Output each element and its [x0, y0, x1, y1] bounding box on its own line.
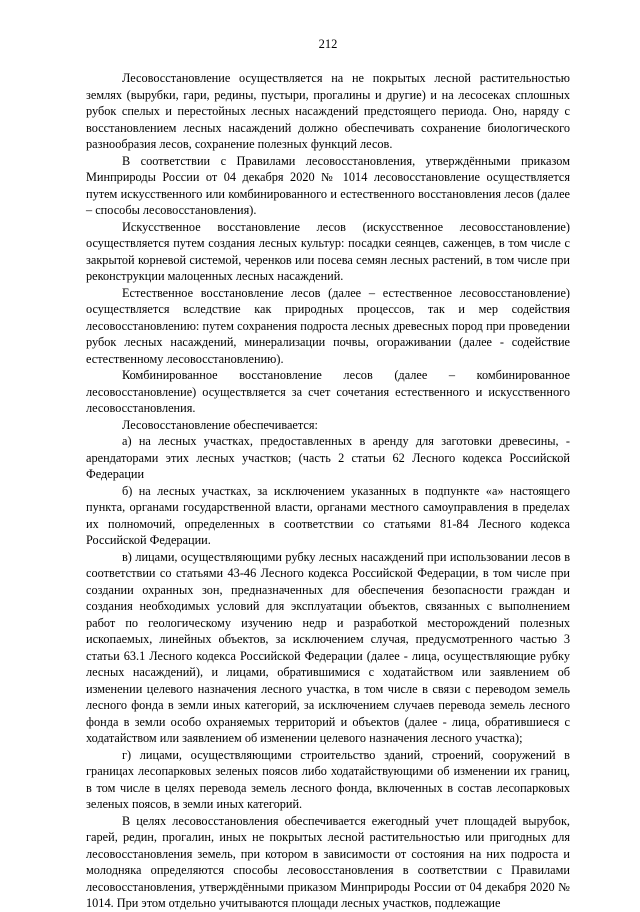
paragraph: Естественное восстановление лесов (далее – естественное лесовосстановление) осуществляется вследствие как природных процессов, так и мер содействия лесовосстановлению: путем сохранения подроста лесных древесных пород при проведении рубок лесных насаждений, минерализации почвы, огораживании (далее - содействие естественному лесовосстановлению).	[86, 285, 570, 366]
list-item-g: г) лицами, осуществляющими строительство зданий, строений, сооружений в границах лесопарковых зеленых поясов либо ходатайствующими об изменении их границ, в том числе в целях перевода земель лесного фонда, включенных в состав лесопарковых зеленых поясов, в земли иных категорий.	[86, 747, 570, 811]
paragraph: В целях лесовосстановления обеспечивается ежегодный учет площадей вырубок, гарей, редин, прогалин, иных не покрытых лесной растительностью или пригодных для лесовосстановления земель, при котором в зависимости от состояния на них подроста и молодняка определяются способы лесовосстановления в соответствии с Правилами лесовосстановления, утверждёнными приказом Минприроды России от 04 декабря 2020 № 1014. При этом отдельно учитываются площади лесных участков, подлежащие	[86, 813, 570, 910]
paragraph: Комбинированное восстановление лесов (далее – комбинированное лесовосстановление) осуществляется за счет сочетания естественного и искусственного лесовосстановления.	[86, 368, 570, 415]
paragraph: Искусственное восстановление лесов (искусственное лесовосстановление) осуществляется путем создания лесных культур: посадки сеянцев, саженцев, в том числе с закрытой корневой системой, черенков или посева семян лесных растений, в том числе при реконструкции малоценных лесных насаждений.	[86, 219, 570, 283]
list-item-a: а) на лесных участках, предоставленных в аренду для заготовки древесины, - арендаторами этих лесных участков; (часть 2 статьи 62 Лесного кодекса Российской Федерации	[86, 434, 570, 481]
paragraph: Лесовосстановление обеспечивается:	[122, 417, 318, 432]
list-item-v: в) лицами, осуществляющими рубку лесных насаждений при использовании лесов в соответствии со статьями 43-46 Лесного кодекса Российской Федерации, в том числе при создании охранных зон, предназначенных для обеспечения безопасности граждан и создания необходимых условий для эксплуатации объектов, связанных с выполнением работ по геологическому изучению недр и разработкой месторождений полезных ископаемых, линейных объектов, за исключением случая, предусмотренного частью 3 статьи 63.1 Лесного кодекса Российской Федерации (далее - лица, осуществляющие рубку лесных насаждений), и лицами, обратившимися с ходатайством или заявлением об изменении целевого назначения лесного участка, в том числе в связи с переводом земель лесного фонда в земли иных категорий, за исключением случаев перевода земель лесного фонда в земли особо охраняемых территорий и объектов (далее - лица, обратившиеся с ходатайством или заявлением об изменении целевого назначения лесного участка);	[86, 549, 570, 745]
paragraph: В соответствии с Правилами лесовосстановления, утверждёнными приказом Минприроды России от 04 декабря 2020 № 1014 лесовосстановление осуществляется путем искусственного или комбинированного и естественного восстановления лесов (далее – способы лесовосстановления).	[86, 153, 570, 217]
list-item-b: б) на лесных участках, за исключением указанных в подпункте «а» настоящего пункта, органами государственной власти, органами местного самоуправления в пределах их полномочий, определенных в соответствии со статьями 81-84 Лесного кодекса Российской Федерации.	[86, 483, 570, 547]
page-number: 212	[318, 37, 338, 51]
paragraph: Лесовосстановление осуществляется на не покрытых лесной растительностью землях (вырубки, гари, редины, пустыри, прогалины и другие) и на лесосеках сплошных рубок спелых и перестойных лесных насаждений предстоящего периода. Оно, наряду с восстановлением лесных насаждений должно обеспечивать сохранение биологического разнообразия лесов, сохранение полезных функций лесов.	[86, 71, 570, 151]
